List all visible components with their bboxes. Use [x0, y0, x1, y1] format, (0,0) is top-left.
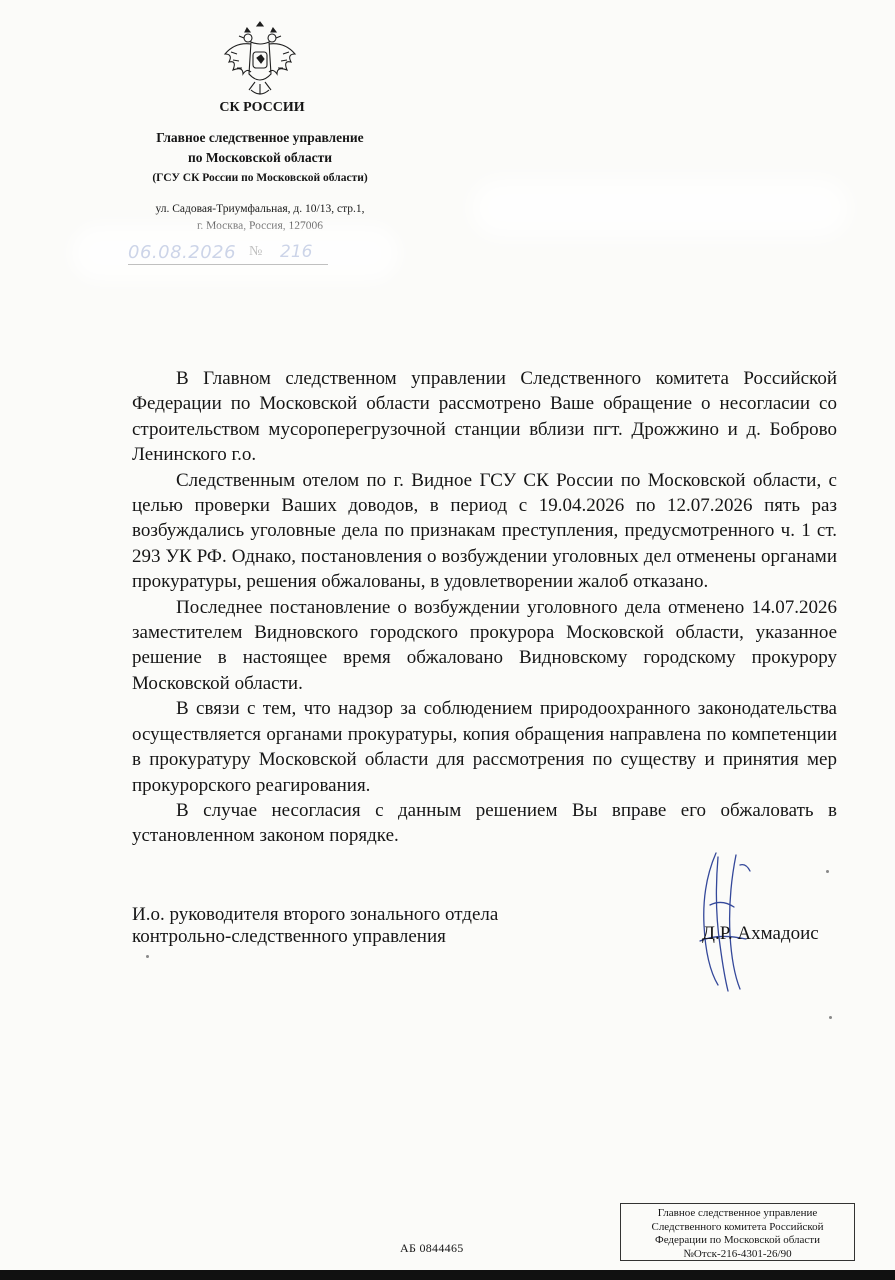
- redaction-blur: [470, 178, 850, 238]
- body-paragraph: Последнее постановление о возбуждении уголовного дела отменено 14.07.2026 заместителем Видновского городского прокурора Московской области, указанное решение в настоящее время обжаловано Видновскому городскому прокурору Московской области.: [132, 596, 837, 694]
- body-paragraph: В связи с тем, что надзор за соблюдением природоохранного законодательства осуществляется органами прокуратуры, копия обращения направлена по компетенции в прокуратуру Московской области для рассмотрения по существу и принятия мер прокурорского реагирования.: [132, 698, 837, 796]
- address-line: ул. Садовая-Триумфальная, д. 10/13, стр.1,: [155, 203, 365, 215]
- scan-edge-shadow: [0, 1270, 895, 1280]
- handwritten-signature: [688, 845, 758, 995]
- body-paragraph: Следственным отелом по г. Видное ГСУ СК России по Московской области, с целью проверки Ваших доводов, в период с 19.04.2026 по 12.07.2026 пять раз возбуждались уголовные дела по признакам преступления, предусмотренного ч. 1 ст. 293 УК РФ. Однако, постановления о возбуждении уголовных дел отменены органами прокуратуры, решения обжалованы, в удовлетворении жалоб отказано.: [132, 469, 837, 593]
- org-title: СК РОССИИ: [219, 100, 305, 115]
- registration-stamp: [620, 1203, 855, 1261]
- signer-position-line: контрольно-следственного управления: [132, 926, 446, 947]
- stamp-line: Следственного комитета Российской: [651, 1220, 824, 1233]
- body-paragraph: В случае несогласия с данным решением Вы вправе его обжаловать в установленном законом порядке.: [132, 799, 837, 847]
- form-serial-number: АБ 0844465: [400, 1241, 464, 1255]
- org-name-line: Главное следственное управление: [156, 130, 364, 145]
- org-name: [130, 128, 390, 188]
- stamp-line: Главное следственное управление: [657, 1207, 818, 1219]
- double-headed-eagle-emblem: [221, 16, 299, 100]
- signer-position-line: И.о. руководителя второго зонального отдела: [132, 904, 499, 925]
- paper-speck: [146, 955, 149, 958]
- paper-speck: [826, 870, 829, 873]
- stamp-line: Федерации по Московской области: [655, 1234, 820, 1246]
- letter-body: [132, 366, 837, 849]
- org-name-line: по Московской области: [187, 150, 333, 165]
- org-short-name: (ГСУ СК России по Московской области): [152, 172, 368, 184]
- stamp-line: №Отск-216-4301-26/90: [683, 1247, 792, 1260]
- redaction-blur: [70, 224, 400, 282]
- signer-position: [132, 904, 612, 948]
- signer-name: Д.Р. Ахмадоис: [702, 923, 819, 944]
- body-paragraph: В Главном следственном управлении Следственного комитета Российской Федерации по Московской области рассмотрено Ваше обращение о несогласии со строительством мусороперегрузочной станции вблизи пгт. Дрожжино и д. Боброво Ленинского г.о.: [132, 368, 837, 466]
- paper-speck: [829, 1016, 832, 1019]
